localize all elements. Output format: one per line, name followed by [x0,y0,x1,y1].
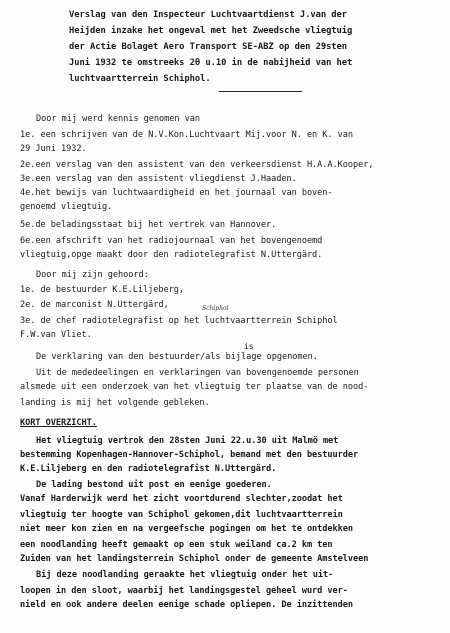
body-line-1: De verklaring van den bestuurder/als bijlage opgenomen. [36,352,318,362]
overzicht-line-1: Het vliegtuig vertrok den 28sten Juni 22.u.30 uit Malmö met [36,436,339,446]
kennis-item-1-cont: 29 Juni 1932. [20,144,87,154]
kennis-item-3: 3e.een verslag van den assistent vliegdienst J.Haaden. [20,174,297,184]
kennis-item-6: 6e.een afschrift van het radiojournaal van het bovengenoemd [20,236,323,246]
gehoord-item-3-cont: F.W.van Vliet. [20,330,92,340]
kennis-item-6-cont: vliegtuig,opge maakt door den radiotelegrafist N.Uttergärd. [20,250,323,260]
overzicht-line-7: niet meer kon zien en na vergeefsche pogingen om het te ontdekken [20,524,354,534]
overzicht-line-12: nield en ook andere deelen eenige schade opliepen. De inzittenden [20,600,354,610]
header-line-2: Heijden inzake het ongeval met het Zweedsche vliegtuig [69,26,353,36]
overzicht-line-5: Vanaf Harderwijk werd het zicht voortdurend slechter,zoodat het [20,494,343,504]
gehoord-item-1: 1e. de bestuurder K.E.Liljeberg, [20,285,184,295]
header-line-4: Juni 1932 te omstreeks 2θ u.10 in de nabijheid van het [69,58,353,68]
header-line-1: Verslag van den Inspecteur Luchtvaartdienst J.van der [69,10,348,20]
kennis-item-5: 5e.de beladingsstaat bij het vertrek van Hannover. [20,220,277,230]
overzicht-line-3: K.E.Liljeberg en den radiotelegrafist N.Uttergärd. [20,464,277,474]
header-line-3: der Actie Bolaget Aero Transport SE-ABZ op den 29sten [69,42,348,52]
overzicht-line-4: De lading bestond uit post en eenige goederen. [36,480,272,490]
overzicht-line-6: vliegtuig ter hoogte van Schiphol gekomen,dit luchtvaartterrein [20,510,343,520]
gehoord-intro: Door mij zijn gehoord: [36,270,149,280]
inserted-word-is: is [244,342,254,351]
body-line-3: alsmede uit een onderzoek van het vliegtuig ter plaatse van de nood- [20,382,369,392]
gehoord-item-2: 2e. de marconist N.Uttergärd, [20,300,169,310]
kennis-item-4: 4e.het bewijs van luchtwaardigheid en het journaal van boven- [20,188,333,198]
overzicht-heading: KORT OVERZICHT. [20,418,97,428]
overzicht-line-10: Bij deze noodlanding geraakte het vliegtuig onder het uit- [36,570,334,580]
header-underline [219,91,302,92]
kennis-item-4-cont: genoemd vliegtuig. [20,202,113,212]
body-line-4: landing is mij het volgende gebleken. [20,398,210,408]
header-line-5: luchtvaartterrein Schiphol. [69,74,211,84]
handwritten-insert: Schiphol [202,305,229,312]
body-line-2: Uit de mededeelingen en verklaringen van bovengenoemde personen [36,368,359,378]
kennis-item-1: 1e. een schrijven van de N.V.Kon.Luchtvaart Mij.voor N. en K. van [20,130,354,140]
overzicht-line-8: een noodlanding heeft gemaakt op een stuk weiland ca.2 km ten [20,540,333,550]
kennis-item-2: 2e.een verslag van den assistent van den verkeersdienst H.A.A.Kooper, [20,160,374,170]
overzicht-line-11: loopen in den sloot, waarbij het landingsgestel geheel wurd ver- [20,586,348,596]
kennis-intro: Door mij werd kennis genomen van [36,114,200,124]
overzicht-line-9: Zuiden van het landingsterrein Schiphol onder de gemeente Amstelveen [20,554,369,564]
gehoord-item-3: 3e. de chef radiotelegrafist op het luchtvaartterrein Schiphol [20,316,338,326]
overzicht-line-2: bestemming Kopenhagen-Hannover-Schiphol, bemand met den bestuurder [20,450,359,460]
